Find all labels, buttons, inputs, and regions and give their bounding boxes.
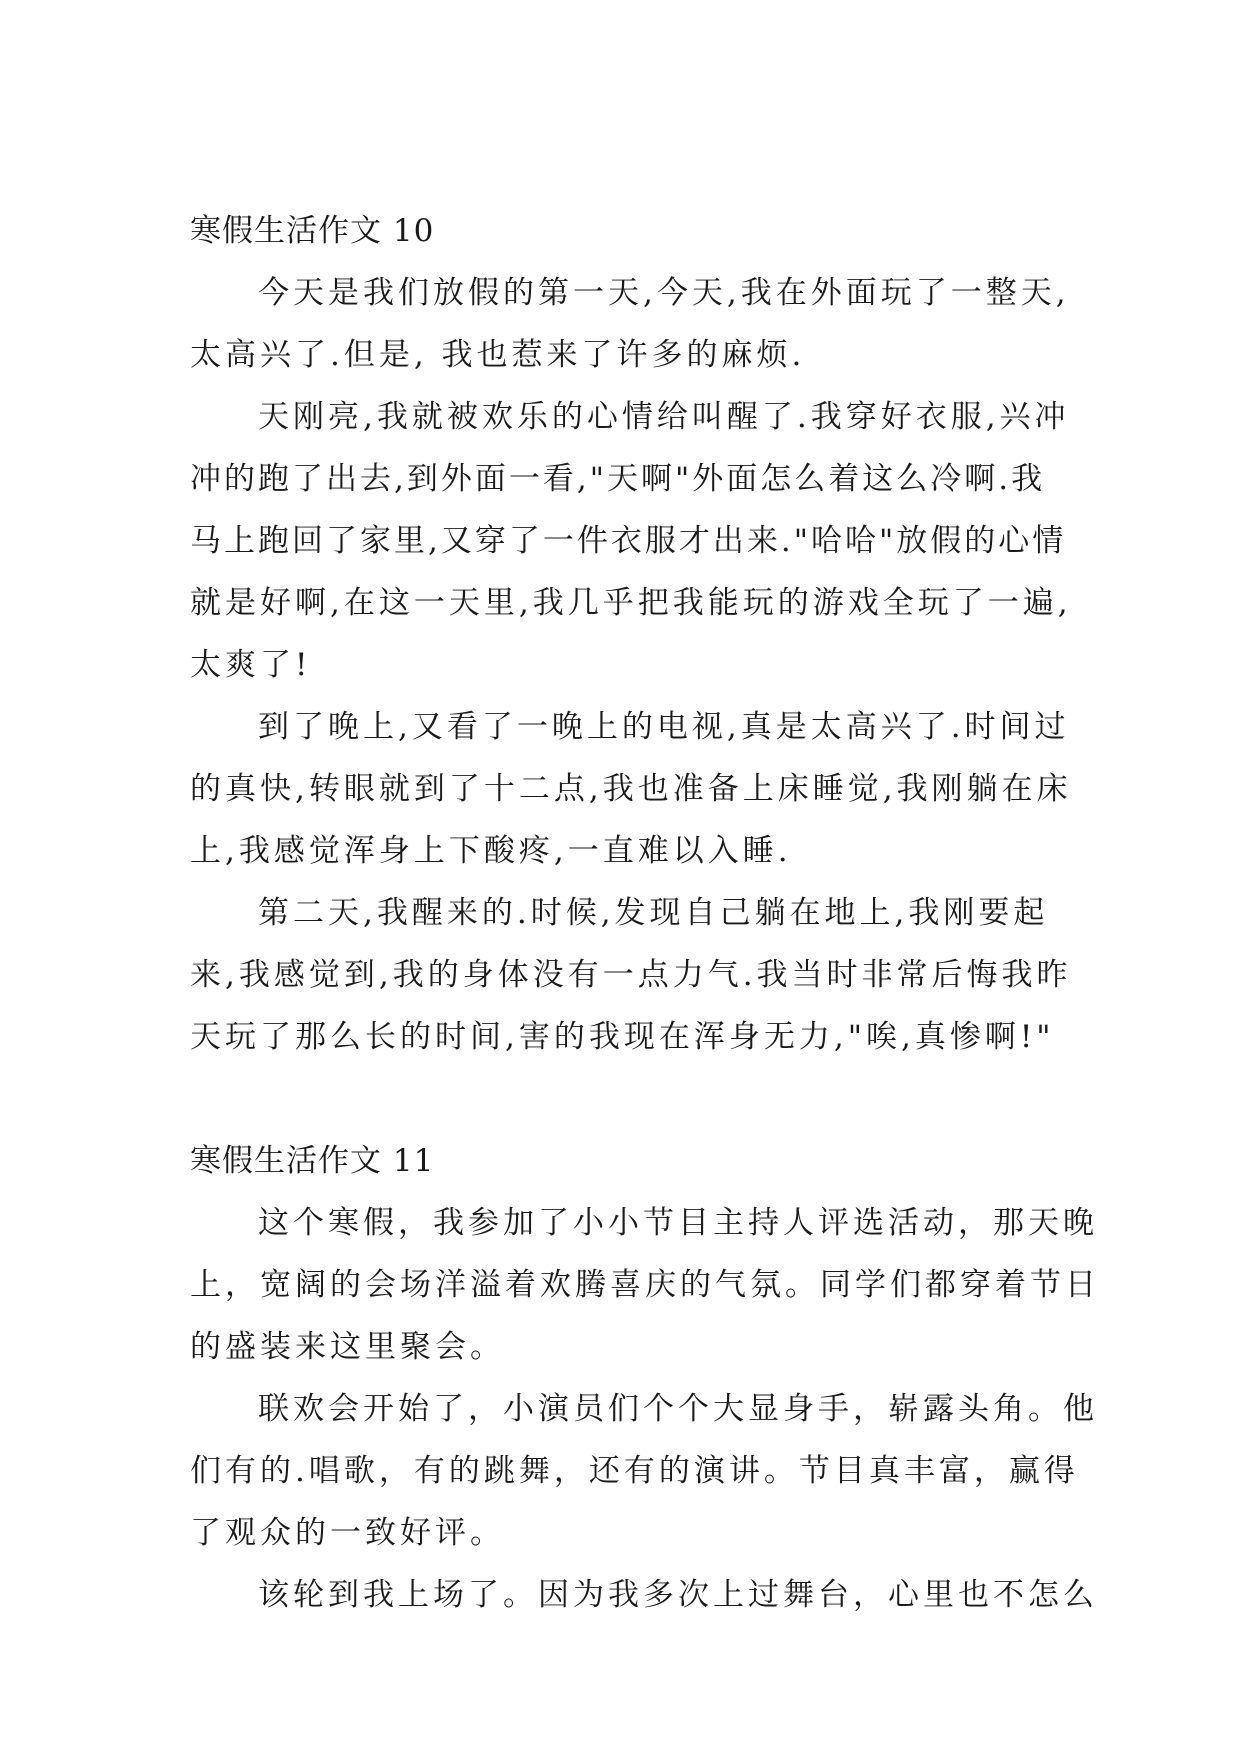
paragraph-line: 上，宽阔的会场洋溢着欢腾喜庆的气氛。同学们都穿着节日	[190, 1267, 1100, 1303]
paragraph-line: 来,我感觉到,我的身体没有一点力气.我当时非常后悔我昨	[190, 957, 1072, 993]
paragraph-line: 马上跑回了家里,又穿了一件衣服才出来."哈哈"放假的心情	[190, 523, 1067, 559]
paragraph-line: 上,我感觉浑身上下酸疼,一直难以入睡.	[190, 833, 792, 869]
paragraph-line: 们有的.唱歌，有的跳舞，还有的演讲。节目真丰富，赢得	[190, 1453, 1079, 1489]
section-title-10: 寒假生活作文 10	[190, 213, 435, 249]
paragraph-line: 到了晚上,又看了一晚上的电视,真是太高兴了.时间过	[258, 709, 1070, 745]
paragraph-line: 太高兴了.但是, 我也惹来了许多的麻烦.	[190, 337, 806, 373]
section-gap	[190, 1068, 1058, 1130]
paragraph-line: 今天是我们放假的第一天,今天,我在外面玩了一整天,	[258, 275, 1070, 311]
paragraph-line: 的真快,转眼就到了十二点,我也准备上床睡觉,我刚躺在床	[190, 771, 1072, 807]
paragraph-line: 第二天,我醒来的.时候,发现自己躺在地上,我刚要起	[258, 895, 1049, 931]
paragraph-line: 太爽了!	[190, 647, 312, 683]
paragraph-line: 冲的跑了出去,到外面一看,"天啊"外面怎么着这么冷啊.我	[190, 461, 1046, 497]
paragraph-line: 天刚亮,我就被欢乐的心情给叫醒了.我穿好衣服,兴冲	[258, 399, 1070, 435]
section-title-11: 寒假生活作文 11	[190, 1143, 435, 1179]
paragraph-line: 联欢会开始了，小演员们个个大显身手，崭露头角。他	[258, 1391, 1098, 1427]
document-page	[190, 200, 1100, 1626]
paragraph-line: 的盛装来这里聚会。	[190, 1329, 505, 1365]
paragraph-line: 该轮到我上场了。因为我多次上过舞台，心里也不怎么	[258, 1577, 1098, 1613]
paragraph-line: 就是好啊,在这一天里,我几乎把我能玩的游戏全玩了一遍,	[190, 585, 1072, 621]
paragraph-line: 了观众的一致好评。	[190, 1515, 505, 1551]
paragraph-line: 天玩了那么长的时间,害的我现在浑身无力,"唉,真惨啊!"	[190, 1019, 1055, 1055]
paragraph-line: 这个寒假，我参加了小小节目主持人评选活动，那天晚	[258, 1205, 1098, 1241]
